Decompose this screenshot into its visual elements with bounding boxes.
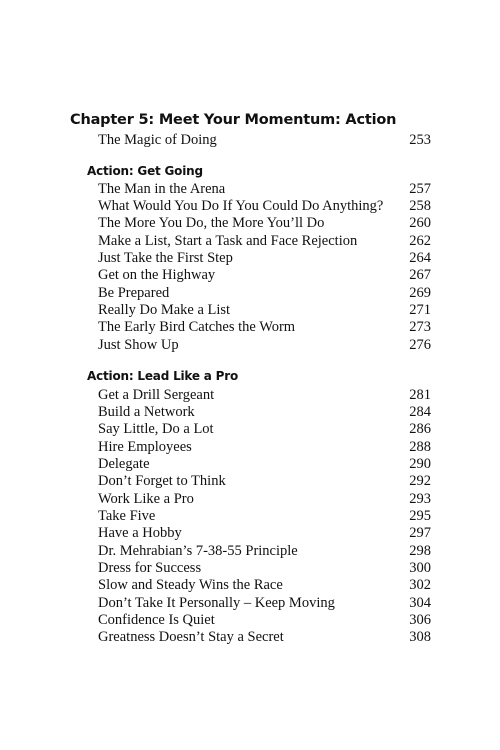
toc-entry-title: Dress for Success xyxy=(98,560,202,576)
toc-entry-title: Delegate xyxy=(98,456,150,472)
toc-entry xyxy=(98,232,431,250)
toc-entry-title: Get a Drill Sergeant xyxy=(98,387,215,403)
toc-entry-page: 281 xyxy=(409,387,431,403)
toc-entry xyxy=(98,131,431,149)
toc-entry xyxy=(98,249,431,267)
toc-entry-page: 304 xyxy=(409,595,431,611)
toc-entry xyxy=(98,386,431,404)
toc-entry xyxy=(98,180,431,198)
toc-entry-title: The Man in the Arena xyxy=(98,181,226,197)
toc-entry xyxy=(98,336,431,354)
toc-entry-title: Greatness Doesn’t Stay a Secret xyxy=(98,629,284,645)
toc-entry xyxy=(98,611,431,629)
toc-entry-title: Be Prepared xyxy=(98,285,170,301)
toc-entry-page: 258 xyxy=(409,198,431,214)
toc-entry-title: The Magic of Doing xyxy=(98,132,217,148)
toc-entry-page: 284 xyxy=(409,404,431,420)
toc-entry-page: 276 xyxy=(409,337,431,353)
toc-entry xyxy=(98,318,431,336)
toc-entry-title: Have a Hobby xyxy=(98,525,182,541)
toc-entry xyxy=(98,628,431,646)
toc-entry-page: 298 xyxy=(409,543,431,559)
toc-entry-title: Confidence Is Quiet xyxy=(98,612,215,628)
toc-entry-title: The Early Bird Catches the Worm xyxy=(98,319,296,335)
toc-entry-title: The More You Do, the More You’ll Do xyxy=(98,215,325,231)
toc-entry xyxy=(98,490,431,508)
toc-entry-title: Work Like a Pro xyxy=(98,491,194,507)
toc-entry-title: Make a List, Start a Task and Face Rejection xyxy=(98,233,358,249)
toc-entry-page: 269 xyxy=(409,285,431,301)
toc-entry-page: 292 xyxy=(409,473,431,489)
toc-entry-page: 306 xyxy=(409,612,431,628)
toc-entry-title: Take Five xyxy=(98,508,156,524)
toc-entry-page: 302 xyxy=(409,577,431,593)
toc-entry-page: 288 xyxy=(409,439,431,455)
toc-entry xyxy=(98,214,431,232)
toc-entry-page: 271 xyxy=(409,302,431,318)
toc-entry-page: 286 xyxy=(409,421,431,437)
toc-entry-page: 297 xyxy=(409,525,431,541)
toc-entry xyxy=(98,542,431,560)
toc-entry xyxy=(98,524,431,542)
toc-entry xyxy=(98,266,431,284)
toc-entry xyxy=(98,507,431,525)
toc-entry xyxy=(98,197,431,215)
chapter-title: Chapter 5: Meet Your Momentum: Action xyxy=(70,112,397,128)
toc-entry-title: Just Take the First Step xyxy=(98,250,233,266)
toc-entry xyxy=(98,576,431,594)
toc-entry xyxy=(98,455,431,473)
toc-entry-title: Build a Network xyxy=(98,404,195,420)
section-title: Action: Get Going xyxy=(87,164,203,178)
toc-entry-title: Don’t Take It Personally – Keep Moving xyxy=(98,595,335,611)
toc-entry-page: 273 xyxy=(409,319,431,335)
toc-entry-title: Just Show Up xyxy=(98,337,179,353)
toc-entry xyxy=(98,301,431,319)
toc-entry xyxy=(98,420,431,438)
toc-entry xyxy=(98,472,431,490)
toc-entry xyxy=(98,594,431,612)
toc-entry-page: 295 xyxy=(409,508,431,524)
toc-entry-title: Get on the Highway xyxy=(98,267,216,283)
toc-entry-title: Don’t Forget to Think xyxy=(98,473,226,489)
toc-entry-page: 260 xyxy=(409,215,431,231)
toc-entry-title: Really Do Make a List xyxy=(98,302,231,318)
toc-entry-page: 267 xyxy=(409,267,431,283)
toc-entry-title: Say Little, Do a Lot xyxy=(98,421,214,437)
toc-entry xyxy=(98,438,431,456)
toc-entry-page: 290 xyxy=(409,456,431,472)
toc-entry-page: 257 xyxy=(409,181,431,197)
toc-entry xyxy=(98,284,431,302)
toc-entry-title: Dr. Mehrabian’s 7-38-55 Principle xyxy=(98,543,298,559)
section-title: Action: Lead Like a Pro xyxy=(87,369,239,383)
toc-entry-page: 262 xyxy=(409,233,431,249)
toc-entry-title: Hire Employees xyxy=(98,439,192,455)
toc-entry-page: 308 xyxy=(409,629,431,645)
toc-entry-page: 300 xyxy=(409,560,431,576)
toc-entry-page: 293 xyxy=(409,491,431,507)
toc-entry xyxy=(98,403,431,421)
toc-entry-page: 264 xyxy=(409,250,431,266)
toc-entry-title: Slow and Steady Wins the Race xyxy=(98,577,283,593)
toc-entry-title: What Would You Do If You Could Do Anything? xyxy=(98,198,384,214)
toc-entry-page: 253 xyxy=(409,132,431,148)
toc-entry xyxy=(98,559,431,577)
